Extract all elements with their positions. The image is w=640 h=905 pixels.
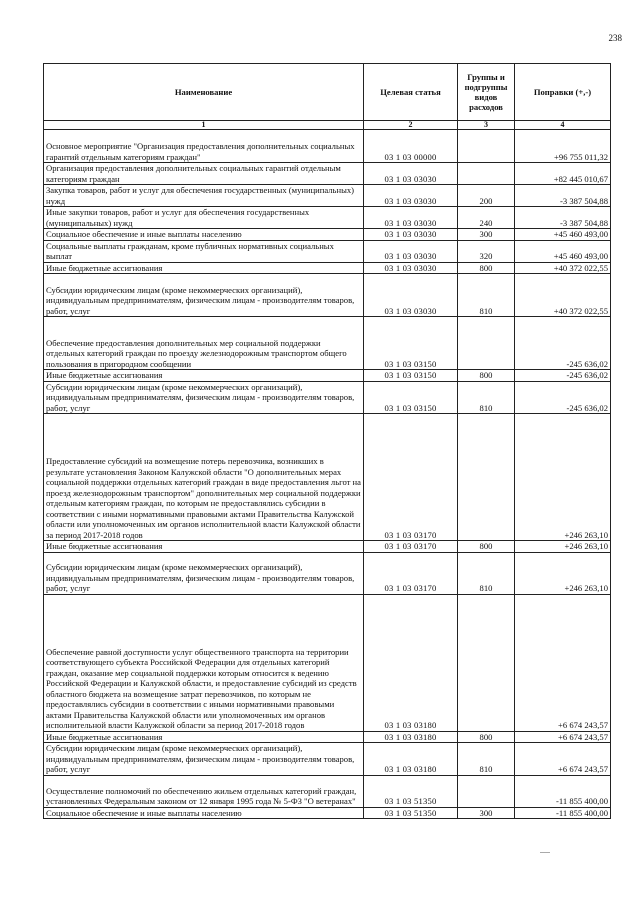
row-target-code: 03 1 03 00000 xyxy=(364,130,458,163)
row-expense-group xyxy=(458,594,515,731)
row-target-code: 03 1 03 03180 xyxy=(364,731,458,743)
page-number: 238 xyxy=(608,33,622,43)
row-name: Иные бюджетные ассигнования xyxy=(44,370,364,382)
row-amount: +45 460 493,00 xyxy=(515,229,611,241)
header-group: Группы и подгруппы видов расходов xyxy=(458,64,515,121)
row-expense-group: 240 xyxy=(458,207,515,229)
column-number: 2 xyxy=(364,121,458,130)
row-amount: -245 636,02 xyxy=(515,381,611,414)
table-row xyxy=(44,163,611,185)
column-number: 3 xyxy=(458,121,515,130)
row-target-code: 03 1 03 03180 xyxy=(364,594,458,731)
row-expense-group: 800 xyxy=(458,370,515,382)
table-row xyxy=(44,807,611,819)
row-target-code: 03 1 03 03030 xyxy=(364,274,458,317)
row-expense-group: 810 xyxy=(458,552,515,594)
table-row xyxy=(44,240,611,262)
row-name: Субсидии юридическим лицам (кроме некоммерческих организаций), индивидуальным предпринимателям, физическим лицам - производителям товаров, работ, услуг xyxy=(44,274,364,317)
table-row xyxy=(44,381,611,414)
row-name: Основное мероприятие "Организация предоставления дополнительных социальных гарантий отдельным категориям граждан" xyxy=(44,130,364,163)
row-name: Иные бюджетные ассигнования xyxy=(44,541,364,553)
row-amount: +40 372 022,55 xyxy=(515,262,611,274)
row-expense-group: 300 xyxy=(458,229,515,241)
row-amount: +40 372 022,55 xyxy=(515,274,611,317)
table-row xyxy=(44,552,611,594)
table-row xyxy=(44,541,611,553)
row-expense-group: 810 xyxy=(458,743,515,776)
row-amount: -245 636,02 xyxy=(515,317,611,370)
row-name: Иные закупки товаров, работ и услуг для обеспечения государственных (муниципальных) нужд xyxy=(44,207,364,229)
row-name: Социальное обеспечение и иные выплаты населению xyxy=(44,807,364,819)
row-amount: +246 263,10 xyxy=(515,414,611,541)
row-expense-group xyxy=(458,317,515,370)
row-name: Субсидии юридическим лицам (кроме некоммерческих организаций), индивидуальным предпринимателям, физическим лицам - производителям товаров, работ, услуг xyxy=(44,381,364,414)
row-target-code: 03 1 03 03150 xyxy=(364,381,458,414)
row-expense-group: 300 xyxy=(458,807,515,819)
row-name: Обеспечение предоставления дополнительных мер социальной поддержки отдельных категорий граждан по проезду железнодорожным транспортом общего пользования в пригородном сообщении xyxy=(44,317,364,370)
column-number-row xyxy=(44,121,611,130)
row-expense-group: 810 xyxy=(458,381,515,414)
row-expense-group: 200 xyxy=(458,185,515,207)
row-amount: +246 263,10 xyxy=(515,552,611,594)
row-name: Иные бюджетные ассигнования xyxy=(44,731,364,743)
table-row xyxy=(44,185,611,207)
row-expense-group xyxy=(458,163,515,185)
row-amount: +6 674 243,57 xyxy=(515,743,611,776)
table-row xyxy=(44,370,611,382)
row-name: Обеспечение равной доступности услуг общественного транспорта на территории соответствующего субъекта Российской Федерации для отдельных категорий граждан, оказание мер социальной поддержки которым относится к ведению Российской Федерации и Калужской области, и предоставление субсидий из средств областного бюджета на возмещение затрат перевозчиков, по которым не предоставлялись субсидии в соответствии с иными нормативными правовыми актами Правительства Калужской области или уполномоченных им органов исполнительной власти Калужской области за период 2017-2018 годов xyxy=(44,594,364,731)
table-body xyxy=(44,130,611,819)
row-expense-group xyxy=(458,130,515,163)
row-expense-group: 320 xyxy=(458,240,515,262)
row-amount: +6 674 243,57 xyxy=(515,731,611,743)
row-target-code: 03 1 03 03170 xyxy=(364,552,458,594)
row-target-code: 03 1 03 03150 xyxy=(364,370,458,382)
table-row xyxy=(44,262,611,274)
row-expense-group: 810 xyxy=(458,274,515,317)
row-target-code: 03 1 03 03150 xyxy=(364,317,458,370)
row-amount: -3 387 504,88 xyxy=(515,185,611,207)
row-name: Организация предоставления дополнительных социальных гарантий отдельным категориям граждан xyxy=(44,163,364,185)
row-target-code: 03 1 03 03030 xyxy=(364,262,458,274)
row-expense-group xyxy=(458,775,515,807)
row-expense-group xyxy=(458,414,515,541)
row-amount: -11 855 400,00 xyxy=(515,775,611,807)
row-target-code: 03 1 03 03030 xyxy=(364,240,458,262)
table-row xyxy=(44,775,611,807)
table-row xyxy=(44,229,611,241)
row-target-code: 03 1 03 03030 xyxy=(364,207,458,229)
row-amount: +45 460 493,00 xyxy=(515,240,611,262)
row-amount: +96 755 011,32 xyxy=(515,130,611,163)
column-number: 4 xyxy=(515,121,611,130)
table-header-row xyxy=(44,64,611,121)
row-amount: -245 636,02 xyxy=(515,370,611,382)
row-expense-group: 800 xyxy=(458,541,515,553)
row-amount: -11 855 400,00 xyxy=(515,807,611,819)
row-amount: -3 387 504,88 xyxy=(515,207,611,229)
row-name: Предоставление субсидий на возмещение потерь перевозчика, возникших в результате установления Законом Калужской области "О дополнительных мерах социальной поддержки отдельных категорий граждан в виде предоставления льгот на проезд железнодорожным транспортом" дополнительных мер социальной поддержки отдельным категориям граждан, по которым не предоставлялись субсидии в соответствии с иными нормативными правовыми актами Правительства Калужской области или уполномоченных им органов исполнительной власти Калужской области за период 2017-2018 годов xyxy=(44,414,364,541)
row-expense-group: 800 xyxy=(458,262,515,274)
table-row xyxy=(44,274,611,317)
footer-mark xyxy=(540,852,550,853)
row-name: Осуществление полномочий по обеспечению жильем отдельных категорий граждан, установленных Федеральным законом от 12 января 1995 года № 5-ФЗ "О ветеранах" xyxy=(44,775,364,807)
budget-amendments-table xyxy=(43,63,611,819)
row-target-code: 03 1 03 03170 xyxy=(364,414,458,541)
row-name: Закупка товаров, работ и услуг для обеспечения государственных (муниципальных) нужд xyxy=(44,185,364,207)
table-row xyxy=(44,130,611,163)
table-row xyxy=(44,414,611,541)
row-target-code: 03 1 03 03030 xyxy=(364,163,458,185)
row-name: Социальное обеспечение и иные выплаты населению xyxy=(44,229,364,241)
table-row xyxy=(44,594,611,731)
row-name: Иные бюджетные ассигнования xyxy=(44,262,364,274)
row-name: Субсидии юридическим лицам (кроме некоммерческих организаций), индивидуальным предпринимателям, физическим лицам - производителям товаров, работ, услуг xyxy=(44,552,364,594)
row-target-code: 03 1 03 51350 xyxy=(364,807,458,819)
table-row xyxy=(44,743,611,776)
header-name: Наименование xyxy=(44,64,364,121)
row-name: Социальные выплаты гражданам, кроме публичных нормативных социальных выплат xyxy=(44,240,364,262)
row-target-code: 03 1 03 03180 xyxy=(364,743,458,776)
row-target-code: 03 1 03 03030 xyxy=(364,185,458,207)
row-amount: +6 674 243,57 xyxy=(515,594,611,731)
row-target-code: 03 1 03 03030 xyxy=(364,229,458,241)
table-row xyxy=(44,731,611,743)
table-row xyxy=(44,317,611,370)
header-amount: Поправки (+,-) xyxy=(515,64,611,121)
row-amount: +246 263,10 xyxy=(515,541,611,553)
row-amount: +82 445 010,67 xyxy=(515,163,611,185)
row-target-code: 03 1 03 03170 xyxy=(364,541,458,553)
table-row xyxy=(44,207,611,229)
row-target-code: 03 1 03 51350 xyxy=(364,775,458,807)
row-expense-group: 800 xyxy=(458,731,515,743)
header-target: Целевая статья xyxy=(364,64,458,121)
row-name: Субсидии юридическим лицам (кроме некоммерческих организаций), индивидуальным предпринимателям, физическим лицам - производителям товаров, работ, услуг xyxy=(44,743,364,776)
column-number: 1 xyxy=(44,121,364,130)
